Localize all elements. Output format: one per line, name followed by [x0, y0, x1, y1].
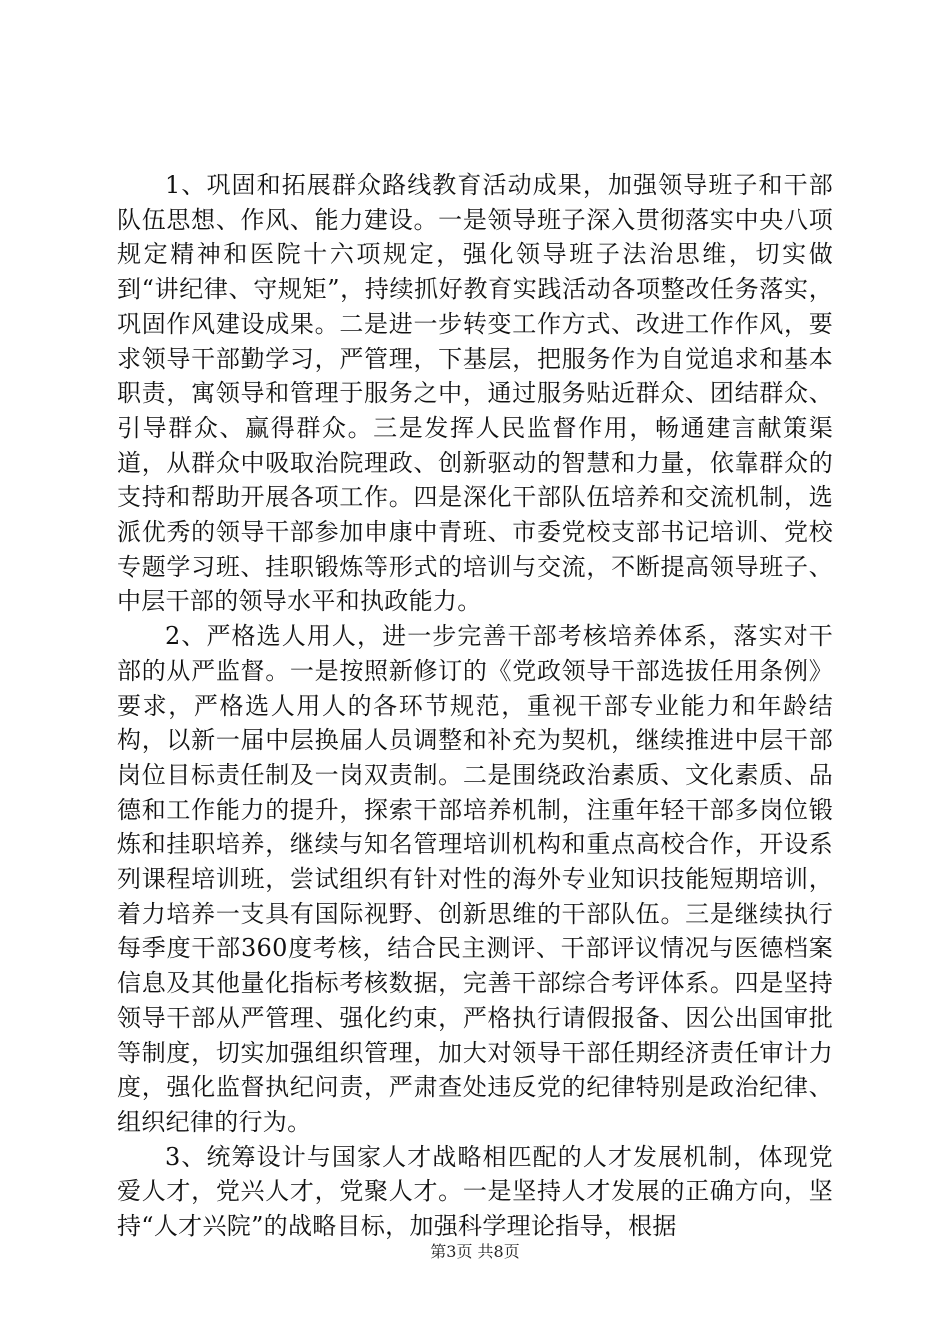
paragraph-2: 2、严格选人用人，进一步完善干部考核培养体系，落实对干部的从严监督。一是按照新修订的《党政领导干部选拔任用条例》要求，严格选人用人的各环节规范，重视干部专业能力和年龄结构，以新一届中层换届人员调整和补充为契机，继续推进中层干部岗位目标责任制及一岗双责制。二是围绕政治素质、文化素质、品德和工作能力的提升，探索干部培养机制，注重年轻干部多岗位锻炼和挂职培养，继续与知名管理培训机构和重点高校合作，开设系列课程培训班，尝试组织有针对性的海外专业知识技能短期培训，着力培养一支具有国际视野、创新思维的干部队伍。三是继续执行每季度干部360度考核，结合民主测评、干部评议情况与医德档案信息及其他量化指标考核数据，完善干部综合考评体系。四是坚持领导干部从严管理、强化约束，严格执行请假报备、因公出国审批等制度，切实加强组织管理，加大对领导干部任期经济责任审计力度，强化监督执纪问责，严肃查处违反党的纪律特别是政治纪律、组织纪律的行为。 [117, 622, 833, 1136]
paragraph-3: 3、统筹设计与国家人才战略相匹配的人才发展机制，体现党爱人才，党兴人才，党聚人才。一是坚持人才发展的正确方向，坚持“人才兴院”的战略目标，加强科学理论指导，根据 [117, 1142, 833, 1241]
document-body [117, 168, 833, 1244]
paragraph-1: 1、巩固和拓展群众路线教育活动成果，加强领导班子和干部队伍思想、作风、能力建设。一是领导班子深入贯彻落实中央八项规定精神和医院十六项规定，强化领导班子法治思维，切实做到“讲纪律、守规矩”，持续抓好教育实践活动各项整改任务落实，巩固作风建设成果。二是进一步转变工作方式、改进工作作风，要求领导干部勤学习，严管理，下基层，把服务作为自觉追求和基本职责，寓领导和管理于服务之中，通过服务贴近群众、团结群众、引导群众、赢得群众。三是发挥人民监督作用，畅通建言献策渠道，从群众中吸取治院理政、创新驱动的智慧和力量，依靠群众的支持和帮助开展各项工作。四是深化干部队伍培养和交流机制，选派优秀的领导干部参加申康中青班、市委党校支部书记培训、党校专题学习班、挂职锻炼等形式的培训与交流，不断提高领导班子、中层干部的领导水平和执政能力。 [117, 171, 833, 616]
page-number-footer: 第3页 共8页 [430, 1242, 520, 1261]
